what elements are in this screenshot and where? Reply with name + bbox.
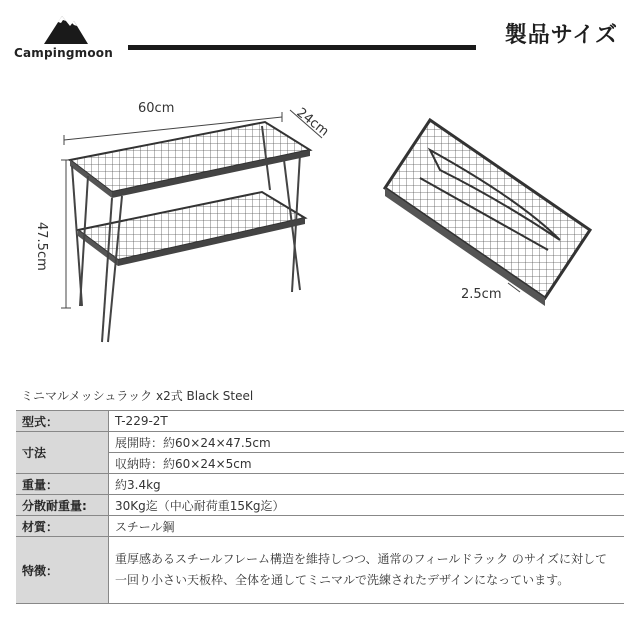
depth-label: 24cm [293, 105, 332, 140]
spec-table [16, 410, 624, 604]
height-dimension [34, 160, 71, 308]
header-rule [128, 45, 476, 50]
spec-label: 重量： [16, 474, 109, 495]
spec-row-material [16, 516, 624, 537]
spec-row-model [16, 411, 624, 432]
depth-dimension [290, 105, 331, 139]
spec-value: スチール鋼 [109, 516, 625, 537]
page-title: 製品サイズ [504, 23, 618, 48]
spec-value: 収納時：約60×24×5cm [109, 453, 625, 474]
spec-label: 型式： [16, 411, 109, 432]
product-diagram [0, 80, 640, 380]
spec-value: 展開時：約60×24×47.5cm [109, 432, 625, 453]
spec-value: 約3.4kg [109, 474, 625, 495]
spec-label: 材質： [16, 516, 109, 537]
product-name: ミニマルメッシュラック x2式 Black Steel [21, 389, 254, 403]
spec-value: 30Kg迄（中心耐荷重15Kg迄） [109, 495, 625, 516]
spec-row-load [16, 495, 624, 516]
spec-row-feature [16, 537, 624, 604]
spec-label: 寸法 [16, 432, 109, 474]
mountain-logo-icon [44, 10, 88, 44]
folded-rack [385, 120, 590, 306]
spec-label: 分散耐重量: [16, 495, 109, 516]
height-label: 47.5cm [34, 222, 49, 271]
thickness-label: 2.5cm [461, 287, 502, 302]
spec-row-size-open [16, 432, 624, 453]
header [0, 0, 640, 70]
rack-illustration [0, 80, 640, 380]
spec-value: T-229-2T [109, 411, 625, 432]
width-label: 60cm [138, 101, 175, 116]
top-shelf [70, 122, 310, 198]
spec-label: 特徴： [16, 537, 109, 604]
brand-logo [14, 10, 124, 62]
spec-value: 重厚感あるスチールフレーム構造を維持しつつ、通常のフィールドラック のサイズに対して一回り小さい天板枠、全体を通してミニマルで洗練されたデザインになっています。 [109, 537, 625, 604]
spec-row-weight [16, 474, 624, 495]
brand-name: Campingmoon [14, 46, 113, 60]
thickness-dimension [461, 283, 520, 302]
